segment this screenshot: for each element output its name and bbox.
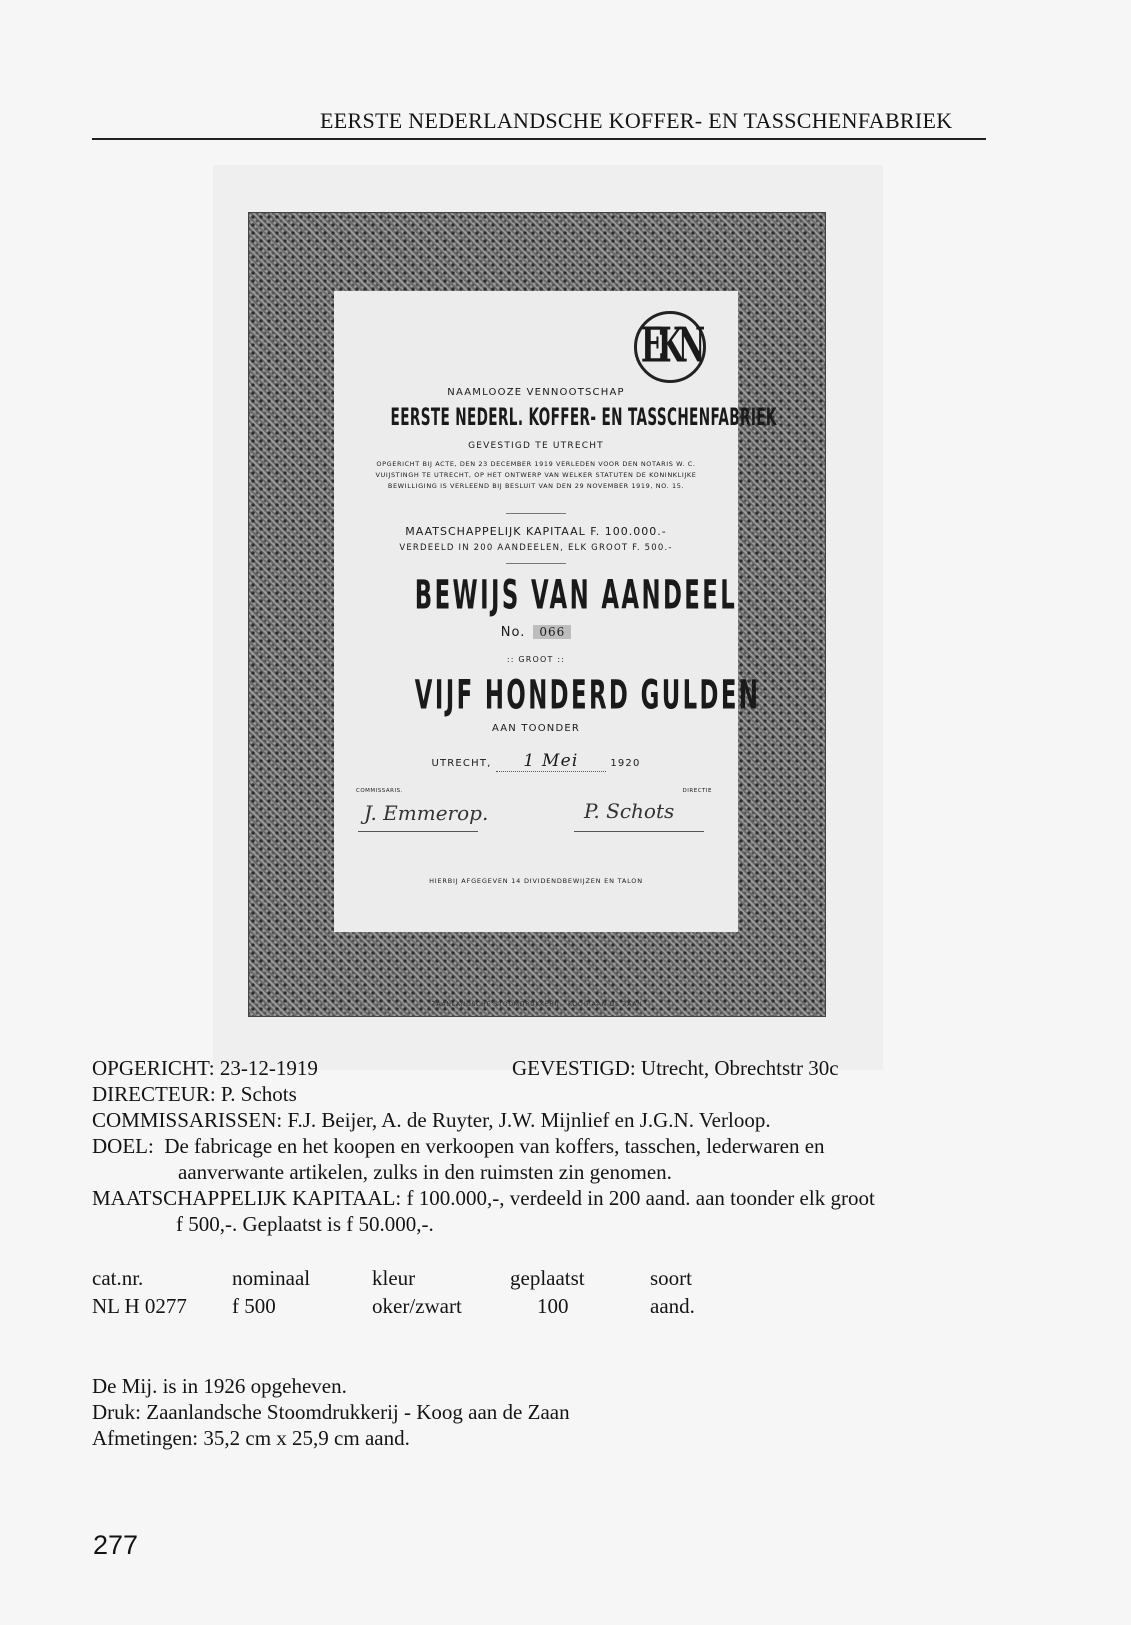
note-printer: Druk: Zaanlandsche Stoomdrukkerij - Koog aan de Zaan <box>92 1400 570 1424</box>
capital-line: MAATSCHAPPELIJK KAPITAAL F. 100.000.- <box>405 525 667 538</box>
table-header-soort: soort <box>650 1266 692 1290</box>
separator <box>334 513 738 514</box>
number-value: 066 <box>533 625 571 639</box>
founding-text: OPGERICHT BIJ ACTE, DEN 23 DECEMBER 1919 VERLEDEN VOOR DEN NOTARIS W. C. VUIJSTINGH TE UTRECHT, OP HET ONTWERP VAN WELKER STATUTEN DE KONINKLIJKE BEWILLIGING IS VERLEEND BIJ BESLUIT VAN DEN 29 NOVEMBER 1919, NO. 15. <box>375 460 697 490</box>
certificate-footer: HIERBIJ AFGEGEVEN 14 DIVIDENDBEWIJZEN EN TALON <box>429 877 643 885</box>
document-type: BEWIJS VAN AANDEEL <box>414 571 738 619</box>
commissaris-signature: J. Emmerop. <box>364 801 489 825</box>
date-line <box>334 751 738 772</box>
company-type: NAAMLOOZE VENNOOTSCHAP <box>447 387 625 398</box>
place: UTRECHT, <box>431 758 492 769</box>
table-cell-kleur: oker/zwart <box>372 1294 462 1318</box>
handwritten-date: 1 Mei <box>496 751 606 772</box>
table-header-geplaatst: geplaatst <box>510 1266 585 1290</box>
bearer-text: AAN TOONDER <box>491 723 581 734</box>
directie-label: DIRECTIE <box>682 788 712 794</box>
page-header-title: EERSTE NEDERLANDSCHE KOFFER- EN TASSCHENFABRIEK <box>320 108 953 133</box>
commissarissen: COMMISSARISSEN: F.J. Beijer, A. de Ruyter, J.W. Mijnlief en J.G.N. Verloop. <box>92 1108 771 1132</box>
logo-monogram: EKN <box>640 318 700 375</box>
share-certificate <box>248 212 826 1017</box>
number-label: No. <box>500 625 526 640</box>
table-header-nominaal: nominaal <box>232 1266 311 1290</box>
kapitaal-line-2: f 500,-. Geplaatst is f 50.000,-. <box>176 1212 434 1236</box>
company-logo <box>634 311 706 383</box>
signature-line <box>574 831 704 832</box>
opgericht: OPGERICHT: 23-12-1919 <box>92 1056 318 1080</box>
table-cell-catnr: NL H 0277 <box>92 1294 187 1318</box>
director-signature: P. Schots <box>584 799 675 823</box>
table-header-kleur: kleur <box>372 1266 416 1290</box>
separator <box>334 563 738 564</box>
table-header-catnr: cat.nr. <box>92 1266 144 1290</box>
note-liquidation: De Mij. is in 1926 opgeheven. <box>92 1374 347 1398</box>
year: 1920 <box>610 758 641 769</box>
table-cell-geplaatst: 100 <box>537 1294 569 1318</box>
commissaris-label: COMMISSARIS. <box>356 788 403 794</box>
division-line: VERDEELD IN 200 AANDEELEN, ELK GROOT F. 500.- <box>399 543 673 553</box>
doel-line-2: aanverwante artikelen, zulks in den ruimsten zin genomen. <box>178 1160 672 1184</box>
directeur: DIRECTEUR: P. Schots <box>92 1082 297 1106</box>
doel-line-1: DOEL: De fabricage en het koopen en verkoopen van koffers, tasschen, lederwaren en <box>92 1134 825 1158</box>
table-cell-soort: aand. <box>650 1294 695 1318</box>
gevestigd: GEVESTIGD: Utrecht, Obrechtstr 30c <box>512 1056 839 1080</box>
header-rule <box>92 138 986 140</box>
certificate-number <box>334 625 738 640</box>
note-dimensions: Afmetingen: 35,2 cm x 25,9 cm aand. <box>92 1426 410 1450</box>
company-name: EERSTE NEDERL. KOFFER- EN TASSCHENFABRIEK <box>390 403 777 431</box>
signature-line <box>358 831 478 832</box>
page-number: 277 <box>93 1530 139 1560</box>
amount-text: VIJF HONDERD GULDEN <box>414 671 761 719</box>
groot-label: :: GROOT :: <box>506 655 566 664</box>
table-cell-nominaal: f 500 <box>232 1294 276 1318</box>
printer-caption: ZAANLANDSCHE STOOMDRUKKERIJ - KOOG AAN DE ZAAN <box>431 1001 643 1008</box>
certificate-inner-panel <box>334 291 777 932</box>
company-seat: GEVESTIGD TE UTRECHT <box>468 441 604 451</box>
kapitaal-line-1: MAATSCHAPPELIJK KAPITAAL: f 100.000,-, verdeeld in 200 aand. aan toonder elk groot <box>92 1186 875 1210</box>
